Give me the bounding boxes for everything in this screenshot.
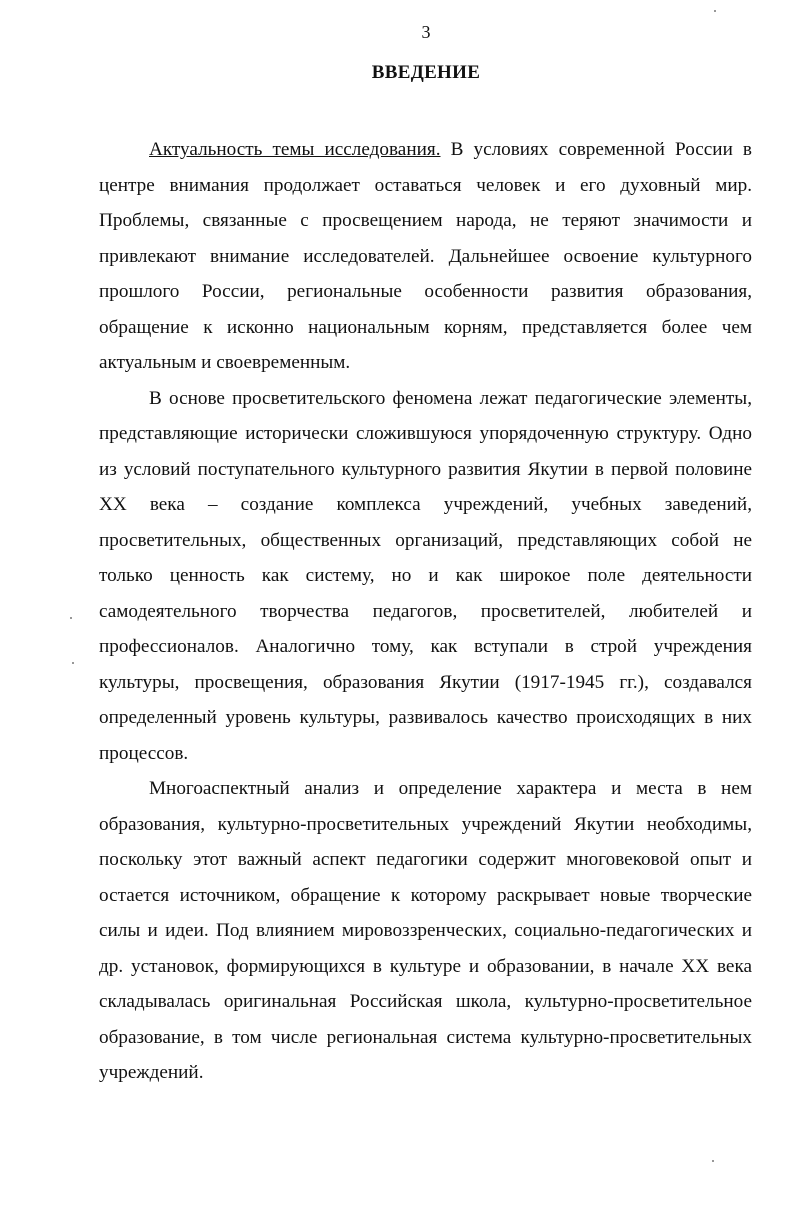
paragraph-enlightenment-basis: В основе просветительского феномена лежат педагогические элементы, представляющие исторически сложившуюся упорядоченную структуру. Одно из условий поступательного культурного развития Якутии в первой половине XX века – создание комплекса учреждений, учебных заведений, просветительных, общественных организаций, представляющих собой не только ценность как систему, но и как широкое поле деятельности самодеятельного творчества педагогов, просветителей, любителей и профессионалов. Аналогично тому, как вступали в строй учреждения культуры, просвещения, образования Якутии (1917-1945 гг.), создавался определенный уровень культуры, развивалось качество происходящих в них процессов.: [99, 387, 752, 764]
paragraph-text: В условиях современной России в центре внимания продолжает оставаться человек и его духовный мир. Проблемы, связанные с просвещением народа, не теряют значимости и привлекают внимание исследователей. Дальнейшее освоение культурного прошлого России, региональные особенности развития образования, обращение к исконно национальным корням, представляется более чем актуальным и своевременным.: [99, 139, 752, 373]
page-number: 3: [421, 22, 431, 42]
body-text: [99, 132, 752, 1091]
section-heading: ВВЕДЕНИЕ: [371, 62, 481, 83]
relevance-lead-phrase: Актуальность темы исследования.: [149, 139, 441, 160]
scan-speck: [712, 1160, 714, 1162]
paragraph-relevance: [99, 132, 752, 381]
scan-speck: [714, 10, 716, 12]
paragraph-multiaspect-analysis: Многоаспектный анализ и определение характера и места в нем образования, культурно-просветительных учреждений Якутии необходимы, поскольку этот важный аспект педагогики содержит многовековой опыт и остается источником, обращение к которому раскрывает новые творческие силы и идеи. Под влиянием мировоззренческих, социально-педагогических и др. установок, формирующихся в культуре и образовании, в начале XX века складывалась оригинальная Российская школа, культурно-просветительное образование, в том числе региональная система культурно-просветительных учреждений.: [99, 778, 752, 1083]
scan-speck: [72, 662, 74, 664]
scan-speck: [70, 617, 72, 619]
